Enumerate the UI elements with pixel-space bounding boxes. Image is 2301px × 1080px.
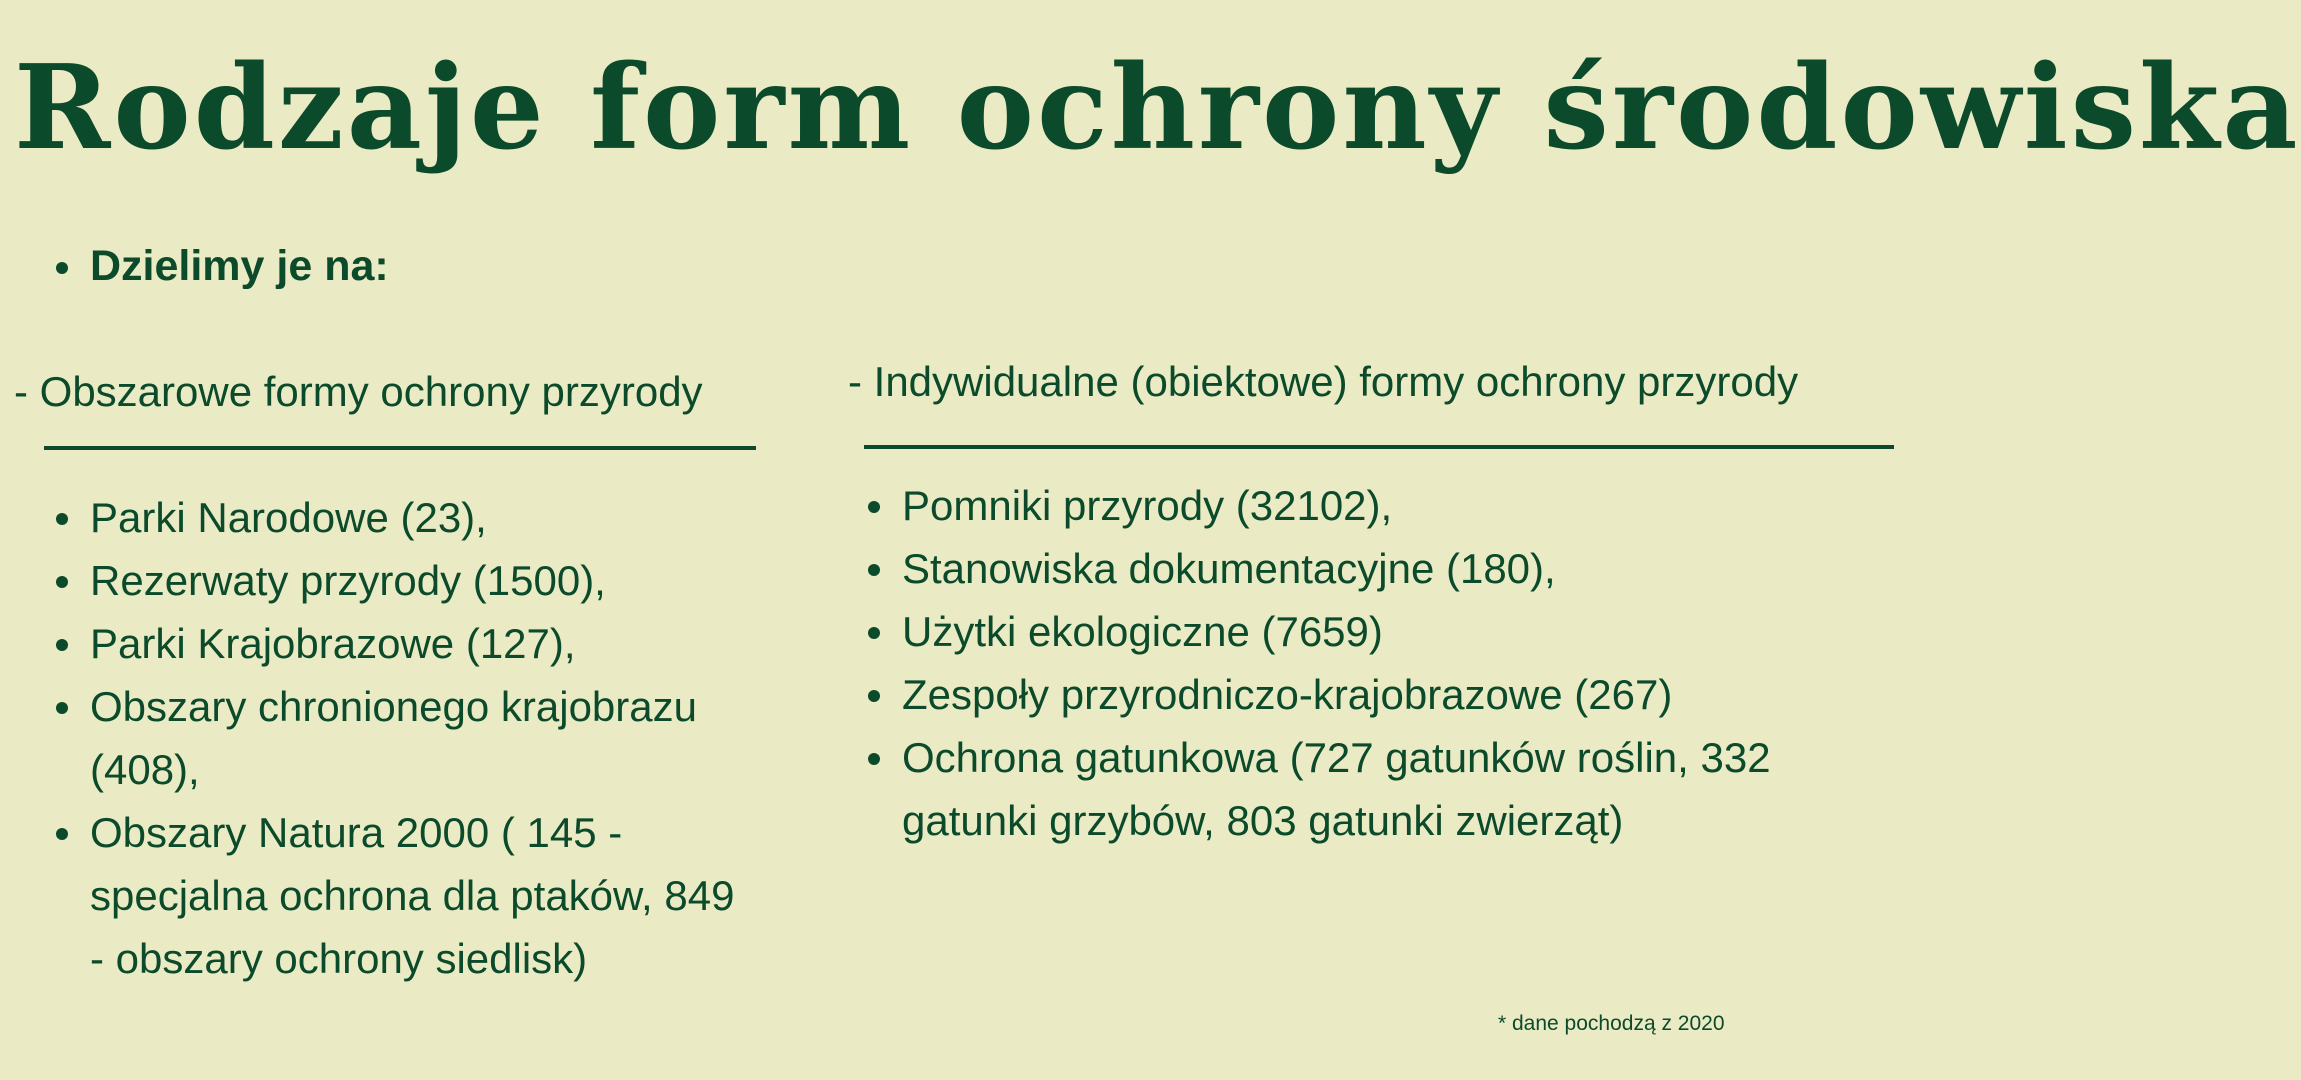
list-item	[56, 675, 756, 801]
left-column-heading: - Obszarowe formy ochrony przyrody	[14, 368, 703, 415]
list-item	[868, 663, 1878, 726]
list-item-text: Stanowiska dokumentacyjne (180),	[902, 545, 1556, 592]
list-item	[868, 537, 1878, 600]
list-item-text: Użytki ekologiczne (7659)	[902, 608, 1383, 655]
bullet-icon	[56, 828, 68, 840]
bullet-icon	[868, 501, 880, 513]
list-item-text: Pomniki przyrody (32102),	[902, 482, 1393, 529]
bullet-icon	[56, 262, 68, 274]
list-item-text: Ochrona gatunkowa (727 gatunków roślin, 332 gatunki grzybów, 803 gatunki zwierząt)	[902, 734, 1771, 844]
list-item	[56, 549, 756, 612]
list-item-text: Parki Krajobrazowe (127),	[90, 620, 576, 667]
list-item-text: Obszary chronionego krajobrazu (408),	[90, 683, 697, 793]
slide-title: Rodzaje form ochrony środowiska	[14, 40, 2301, 176]
list-item-text: Zespoły przyrodniczo-krajobrazowe (267)	[902, 671, 1673, 718]
bullet-icon	[56, 702, 68, 714]
list-item-text: Rezerwaty przyrody (1500),	[90, 557, 606, 604]
bullet-icon	[868, 564, 880, 576]
left-column-divider	[44, 446, 756, 450]
intro-text: Dzielimy je na:	[90, 242, 389, 290]
list-item	[868, 726, 1878, 852]
bullet-icon	[56, 639, 68, 651]
right-column-list	[868, 474, 1878, 852]
bullet-icon	[868, 690, 880, 702]
bullet-icon	[868, 753, 880, 765]
left-column-list	[56, 486, 756, 990]
right-column-divider	[864, 445, 1894, 449]
bullet-icon	[868, 627, 880, 639]
list-item-text: Parki Narodowe (23),	[90, 494, 487, 541]
right-column-heading: - Indywidualne (obiektowe) formy ochrony przyrody	[848, 358, 1799, 405]
list-item-text: Obszary Natura 2000 ( 145 - specjalna ochrona dla ptaków, 849 - obszary ochrony siedlisk)	[90, 809, 735, 982]
list-item	[56, 612, 756, 675]
intro-item	[56, 238, 389, 294]
bullet-icon	[56, 576, 68, 588]
bullet-icon	[56, 513, 68, 525]
list-item	[868, 600, 1878, 663]
intro-list	[56, 238, 389, 294]
list-item	[56, 486, 756, 549]
list-item	[56, 801, 756, 990]
list-item	[868, 474, 1878, 537]
footnote: * dane pochodzą z 2020	[1498, 1012, 1725, 1035]
